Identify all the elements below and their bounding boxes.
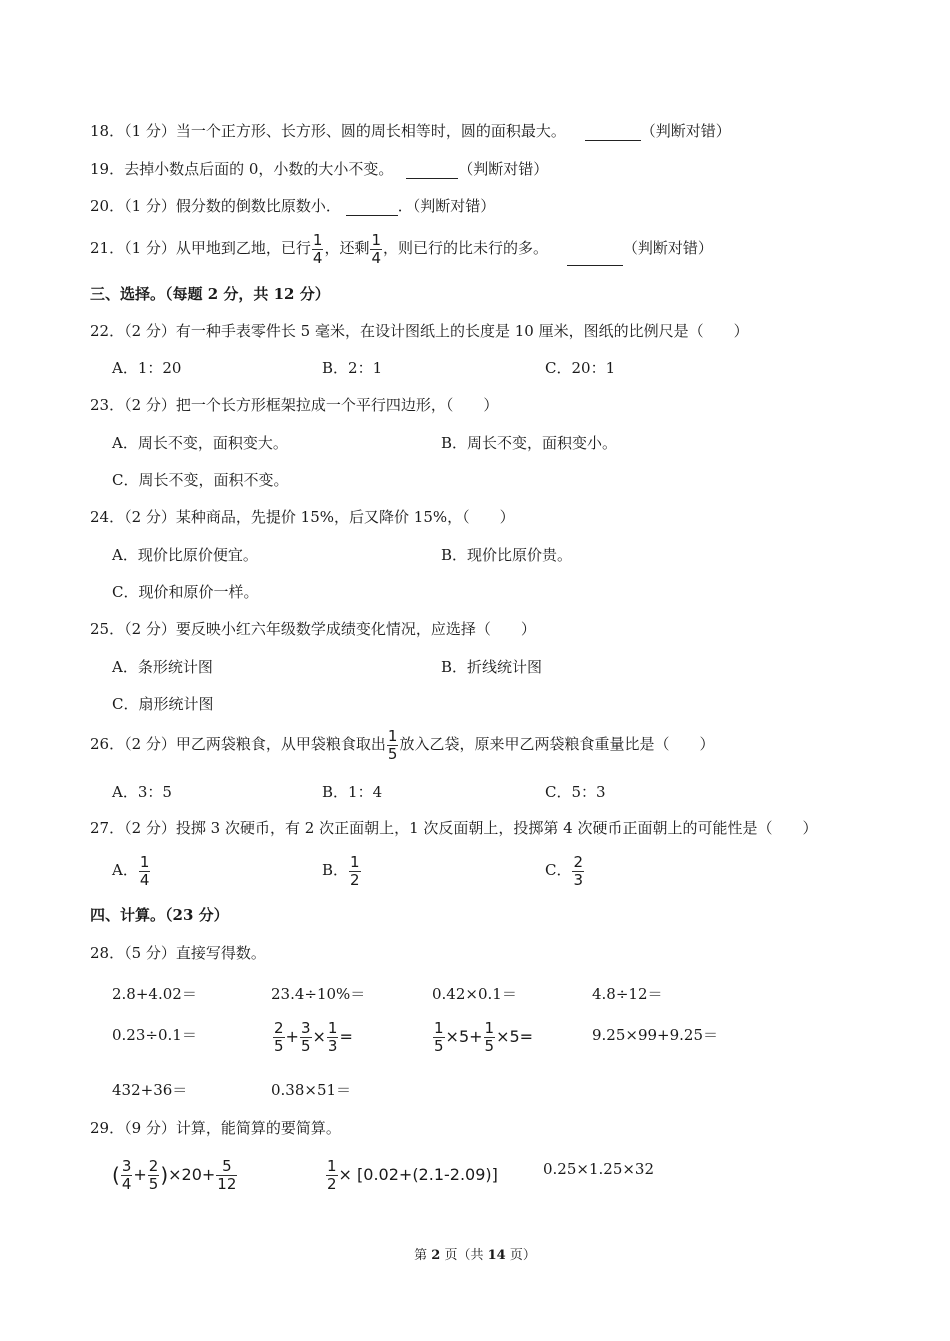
option-b[interactable]: B．周长不变，面积变小。 [441, 434, 618, 452]
fraction-option-c: $\frac{2}{3}$ [573, 852, 584, 889]
option-a[interactable]: A．条形统计图 [112, 658, 213, 676]
question-24 [90, 507, 515, 527]
fraction: $\frac{1}{5}$ [434, 1018, 444, 1055]
question-text: 投掷 3 次硬币，有 2 次正面朝上，1 次反面朝上，投掷第 4 次硬币正面朝上的可能性是（ ） [175, 819, 818, 837]
calc-item: 0.42×0.1＝ [432, 985, 517, 1003]
fraction: $\frac{3}{5}$ [300, 1018, 311, 1055]
calc-expression-2: $\frac{1}{2}$ × [0.02+(2.1-2.09)] [327, 1156, 498, 1193]
question-text: ，则已行的比未行的多。 [383, 239, 549, 257]
option-a[interactable]: A．现价比原价便宜。 [112, 546, 258, 564]
question-number: 27． [90, 819, 125, 837]
question-text: 直接写得数。 [175, 944, 266, 962]
question-27 [90, 818, 817, 838]
fraction-one-quarter: $\frac{1}{4}$ [312, 230, 323, 267]
option-b[interactable]: B．2：1 [322, 359, 383, 377]
question-number: 19． [90, 160, 125, 178]
question-number: 21． [90, 239, 125, 257]
question-text: 某种商品，先提价 15%，后又降价 15%，（ ） [175, 508, 515, 526]
question-19 [90, 159, 548, 179]
option-b[interactable]: B．1：4 [322, 783, 383, 801]
question-score: （1 分） [124, 197, 176, 215]
option-b[interactable]: B．现价比原价贵。 [441, 546, 573, 564]
judge-tag: （判断对错） [622, 239, 713, 257]
question-number: 23． [90, 396, 125, 414]
calc-item: 0.38×51＝ [271, 1081, 352, 1099]
option-b[interactable]: B． $\frac{1}{2}$ [322, 852, 360, 889]
calc-expression-3: 0.25×1.25×32 [543, 1160, 655, 1178]
option-c[interactable]: C． $\frac{2}{3}$ [545, 852, 584, 889]
fraction-one-quarter: $\frac{1}{4}$ [371, 230, 382, 267]
question-score: （2 分） [124, 322, 176, 340]
option-c[interactable]: C．现价和原价一样。 [112, 583, 259, 601]
question-23 [90, 395, 498, 415]
option-c[interactable]: C．周长不变，面积不变。 [112, 471, 289, 489]
question-text: 当一个正方形、长方形、圆的周长相等时，圆的面积最大。 [175, 122, 566, 140]
calc-expression-1: ( $\frac{3}{4}$ + $\frac{2}{5}$ )×20+ $\frac{5}{12}$ [112, 1156, 237, 1193]
calc-item: 9.25×99+9.25＝ [592, 1026, 719, 1044]
answer-blank[interactable] [406, 164, 458, 179]
option-a[interactable]: A．周长不变，面积变大。 [112, 434, 288, 452]
fraction-option-a: $\frac{1}{4}$ [139, 852, 150, 889]
option-b[interactable]: B．折线统计图 [441, 658, 543, 676]
question-21 [90, 230, 713, 266]
section-heading: 四、计算。（23 分） [90, 906, 229, 924]
question-score: （1 分） [124, 239, 176, 257]
page-footer: 第 2 页（共 14 页） [414, 1248, 536, 1263]
question-score: （1 分） [124, 122, 176, 140]
option-c[interactable]: C．扇形统计图 [112, 695, 214, 713]
question-number: 18． [90, 122, 125, 140]
question-number: 25． [90, 620, 125, 638]
question-score: （5 分） [124, 944, 176, 962]
question-28 [90, 943, 266, 963]
question-18 [90, 121, 731, 141]
question-22 [90, 321, 749, 341]
section-heading: 三、选择。（每题 2 分，共 12 分） [90, 285, 330, 303]
question-score: （9 分） [124, 1119, 176, 1137]
calc-item-fractions: $\frac{2}{5}$ + $\frac{3}{5}$ × $\frac{1}{3}$ = [274, 1018, 353, 1055]
judge-tag: （判断对错） [412, 197, 496, 215]
question-text: 去掉小数点后面的 0，小数的大小不变。 [124, 160, 394, 178]
calc-item: 432+36＝ [112, 1081, 188, 1099]
option-a[interactable]: A．3：5 [112, 783, 172, 801]
question-text: 计算，能简算的要简算。 [175, 1119, 341, 1137]
question-20 [90, 196, 495, 216]
answer-blank[interactable] [346, 201, 398, 216]
fraction: $\frac{1}{2}$ [327, 1156, 337, 1193]
question-text: ，还剩 [324, 239, 370, 257]
question-number: 22． [90, 322, 125, 340]
question-score: （2 分） [124, 819, 176, 837]
calc-item: 2.8+4.02＝ [112, 985, 197, 1003]
question-number: 20． [90, 197, 125, 215]
question-text: 从甲地到乙地，已行 [175, 239, 311, 257]
page-total: 14 [487, 1248, 506, 1263]
question-text: 放入乙袋，原来甲乙两袋粮食重量比是（ ） [399, 735, 715, 753]
question-text: 把一个长方形框架拉成一个平行四边形，（ ） [175, 396, 499, 414]
question-score: （2 分） [124, 620, 176, 638]
option-a[interactable]: A．1：20 [112, 359, 182, 377]
fraction: $\frac{5}{12}$ [217, 1156, 237, 1193]
fraction: $\frac{2}{5}$ [274, 1018, 284, 1055]
question-score: （2 分） [124, 396, 176, 414]
fraction-option-b: $\frac{1}{2}$ [350, 852, 360, 889]
question-29 [90, 1118, 341, 1138]
page-number: 2 [431, 1248, 441, 1263]
fraction: $\frac{1}{3}$ [327, 1018, 338, 1055]
question-score: （2 分） [124, 735, 176, 753]
question-26 [90, 726, 714, 762]
question-text: 要反映小红六年级数学成绩变化情况，应选择（ ） [175, 620, 536, 638]
fraction: $\frac{2}{5}$ [148, 1156, 159, 1193]
question-number: 24． [90, 508, 125, 526]
calc-item: 4.8÷12＝ [592, 985, 663, 1003]
question-text: 有一种手表零件长 5 毫米，在设计图纸上的长度是 10 厘米，图纸的比例尺是（ ） [175, 322, 749, 340]
period: ． [397, 197, 413, 215]
option-a[interactable]: A． $\frac{1}{4}$ [112, 852, 150, 889]
answer-blank[interactable] [567, 251, 623, 266]
fraction: $\frac{1}{5}$ [484, 1018, 495, 1055]
option-c[interactable]: C．5：3 [545, 783, 606, 801]
question-number: 28． [90, 944, 125, 962]
answer-blank[interactable] [585, 126, 641, 141]
question-25 [90, 619, 536, 639]
question-score: （2 分） [124, 508, 176, 526]
fraction-one-fifth: $\frac{1}{5}$ [387, 726, 398, 763]
calc-item: 0.23÷0.1＝ [112, 1026, 197, 1044]
fraction: $\frac{3}{4}$ [121, 1156, 132, 1193]
judge-tag: （判断对错） [458, 160, 549, 178]
question-text: 假分数的倒数比原数小． [175, 197, 341, 215]
option-c[interactable]: C．20：1 [545, 359, 616, 377]
calc-item-fractions: $\frac{1}{5}$ ×5+ $\frac{1}{5}$ ×5= [434, 1018, 534, 1055]
question-text: 甲乙两袋粮食，从甲袋粮食取出 [175, 735, 386, 753]
judge-tag: （判断对错） [640, 122, 731, 140]
question-number: 29． [90, 1119, 125, 1137]
question-number: 26． [90, 735, 125, 753]
calc-item: 23.4÷10%＝ [271, 985, 366, 1003]
